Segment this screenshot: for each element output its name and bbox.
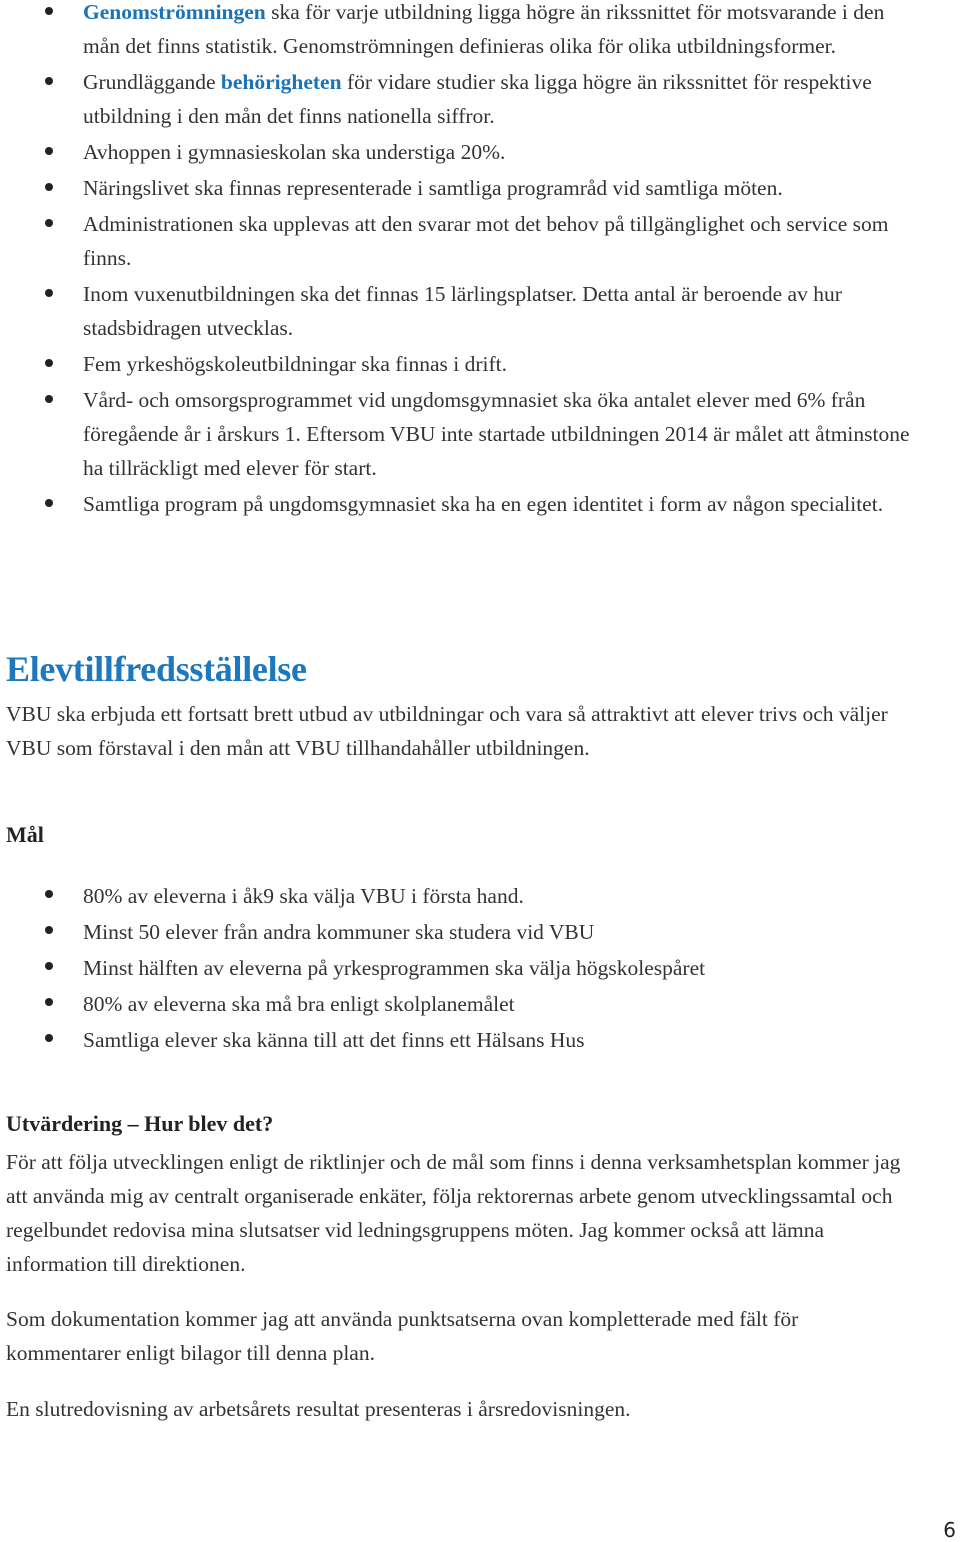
list-item bbox=[0, 65, 960, 133]
list-item bbox=[0, 383, 960, 485]
list-item bbox=[0, 207, 960, 275]
section-heading: Elevtillfredsställelse bbox=[6, 649, 307, 689]
goal-item: 80% av eleverna ska må bra enligt skolplanemålet bbox=[0, 986, 960, 1022]
page-number: 6 bbox=[943, 1518, 956, 1542]
goal-item: 80% av eleverna i åk9 ska välja VBU i första hand. bbox=[0, 878, 960, 914]
highlight-term: behörigheten bbox=[220, 70, 342, 94]
list-item-text: Administrationen ska upplevas att den svarar mot det behov på tillgänglighet och service som finns. bbox=[83, 212, 889, 270]
list-item-text: Samtliga program på ungdomsgymnasiet ska ha en egen identitet i form av någon specialitet. bbox=[83, 492, 884, 516]
list-item-text: Avhoppen i gymnasieskolan ska understiga 20%. bbox=[83, 140, 506, 164]
goal-item: Minst 50 elever från andra kommuner ska studera vid VBU bbox=[0, 914, 960, 950]
list-item bbox=[0, 171, 960, 205]
list-item-prefix: Grundläggande bbox=[83, 70, 221, 94]
highlight-term: Genomströmningen bbox=[83, 0, 266, 24]
list-item-text: för vidare studier ska ligga högre än rikssnittet för respektive utbildning i den mån det finns nationella siffror. bbox=[83, 70, 872, 128]
evaluation-paragraph: En slutredovisning av arbetsårets resultat presenteras i årsredovisningen. bbox=[6, 1397, 631, 1421]
goal-item: Samtliga elever ska känna till att det finns ett Hälsans Hus bbox=[0, 1022, 960, 1058]
list-item-text: Inom vuxenutbildningen ska det finnas 15 lärlingsplatser. Detta antal är beroende av hur stadsbidragen utvecklas. bbox=[83, 282, 842, 340]
list-item-text: ska för varje utbildning ligga högre än rikssnittet för motsvarande i den mån det finns statistik. Genomströmningen definieras olika för olika utbildningsformer. bbox=[83, 0, 885, 58]
list-item bbox=[0, 347, 960, 381]
list-item-text: Näringslivet ska finnas representerade i samtliga programråd vid samtliga möten. bbox=[83, 176, 783, 200]
list-item bbox=[0, 487, 960, 521]
requirements-bullet-list bbox=[0, 0, 960, 523]
list-item bbox=[0, 0, 960, 63]
goals-heading: Mål bbox=[6, 822, 44, 847]
list-item-text: Fem yrkeshögskoleutbildningar ska finnas i drift. bbox=[83, 352, 507, 376]
evaluation-paragraph: För att följa utvecklingen enligt de riktlinjer och de mål som finns i denna verksamhetsplan kommer jag att använda mig av centralt organiserade enkäter, följa rektorernas arbete genom utvecklingssamtal och regelbundet redovisa mina slutsatser vid ledningsgruppens möten. Jag kommer också att lämna information till direktionen. bbox=[6, 1150, 901, 1276]
list-item bbox=[0, 277, 960, 345]
intro-paragraph: VBU ska erbjuda ett fortsatt brett utbud av utbildningar och vara så attraktivt att elever trivs och väljer VBU som förstaval i den mån att VBU tillhandahåller utbildningen. bbox=[6, 702, 888, 760]
goals-bullet-list bbox=[0, 878, 960, 1058]
evaluation-heading: Utvärdering – Hur blev det? bbox=[6, 1111, 274, 1136]
evaluation-paragraph: Som dokumentation kommer jag att använda punktsatserna ovan kompletterade med fält för kommentarer enligt bilagor till denna plan. bbox=[6, 1307, 799, 1365]
list-item-text: Vård- och omsorgsprogrammet vid ungdomsgymnasiet ska öka antalet elever med 6% från föregående år i årskurs 1. Eftersom VBU inte startade utbildningen 2014 är målet att åtminstone ha tillräckligt med elever för start. bbox=[83, 388, 910, 480]
list-item bbox=[0, 135, 960, 169]
goal-item: Minst hälften av eleverna på yrkesprogrammen ska välja högskolespåret bbox=[0, 950, 960, 986]
